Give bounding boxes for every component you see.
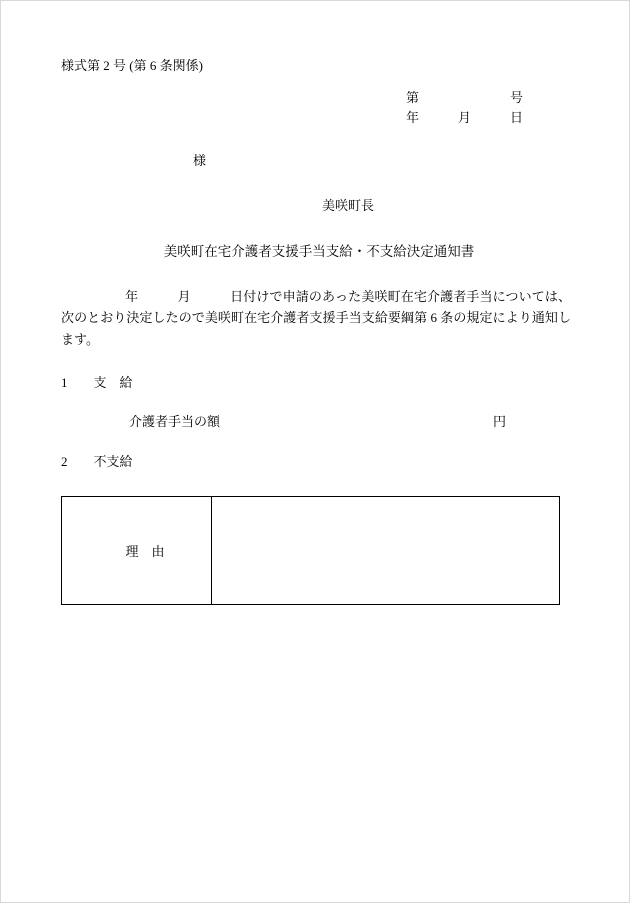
document-date: 年 月 日 bbox=[405, 110, 523, 126]
section-1 bbox=[61, 372, 571, 391]
table-row bbox=[62, 496, 560, 604]
document-title: 美咲町在宅介護者支援手当支給・不支給決定通知書 bbox=[163, 244, 475, 260]
document-number: 第 号 bbox=[405, 90, 523, 106]
reason-value-cell[interactable] bbox=[212, 496, 560, 604]
section-2-label: 不支給 bbox=[93, 453, 133, 469]
section-1-label: 支 給 bbox=[93, 374, 133, 390]
reason-label-cell: 理 由 bbox=[62, 496, 212, 604]
reason-table bbox=[61, 496, 560, 605]
document-number-date-block bbox=[61, 88, 571, 128]
body-paragraph-text: 年 月 日付けで申請のあった美咲町在宅介護者手当については、次のとおり決定したので美咲町在宅介護者支援手当支給要綱第 6 条の規定により通知します。 bbox=[61, 289, 571, 347]
allowance-unit: 円 bbox=[493, 413, 507, 429]
allowance-label: 介護者手当の額 bbox=[129, 413, 221, 429]
section-1-number: 1 bbox=[61, 374, 68, 390]
allowance-amount-row bbox=[61, 411, 571, 429]
section-2 bbox=[61, 451, 571, 470]
addressee-honorific: 様 bbox=[193, 153, 207, 169]
issuer-name: 美咲町長 bbox=[321, 198, 374, 214]
document-content bbox=[61, 56, 571, 605]
body-paragraph bbox=[61, 286, 571, 349]
section-2-number: 2 bbox=[61, 453, 68, 469]
form-number: 様式第 2 号 (第 6 条関係) bbox=[61, 58, 203, 73]
